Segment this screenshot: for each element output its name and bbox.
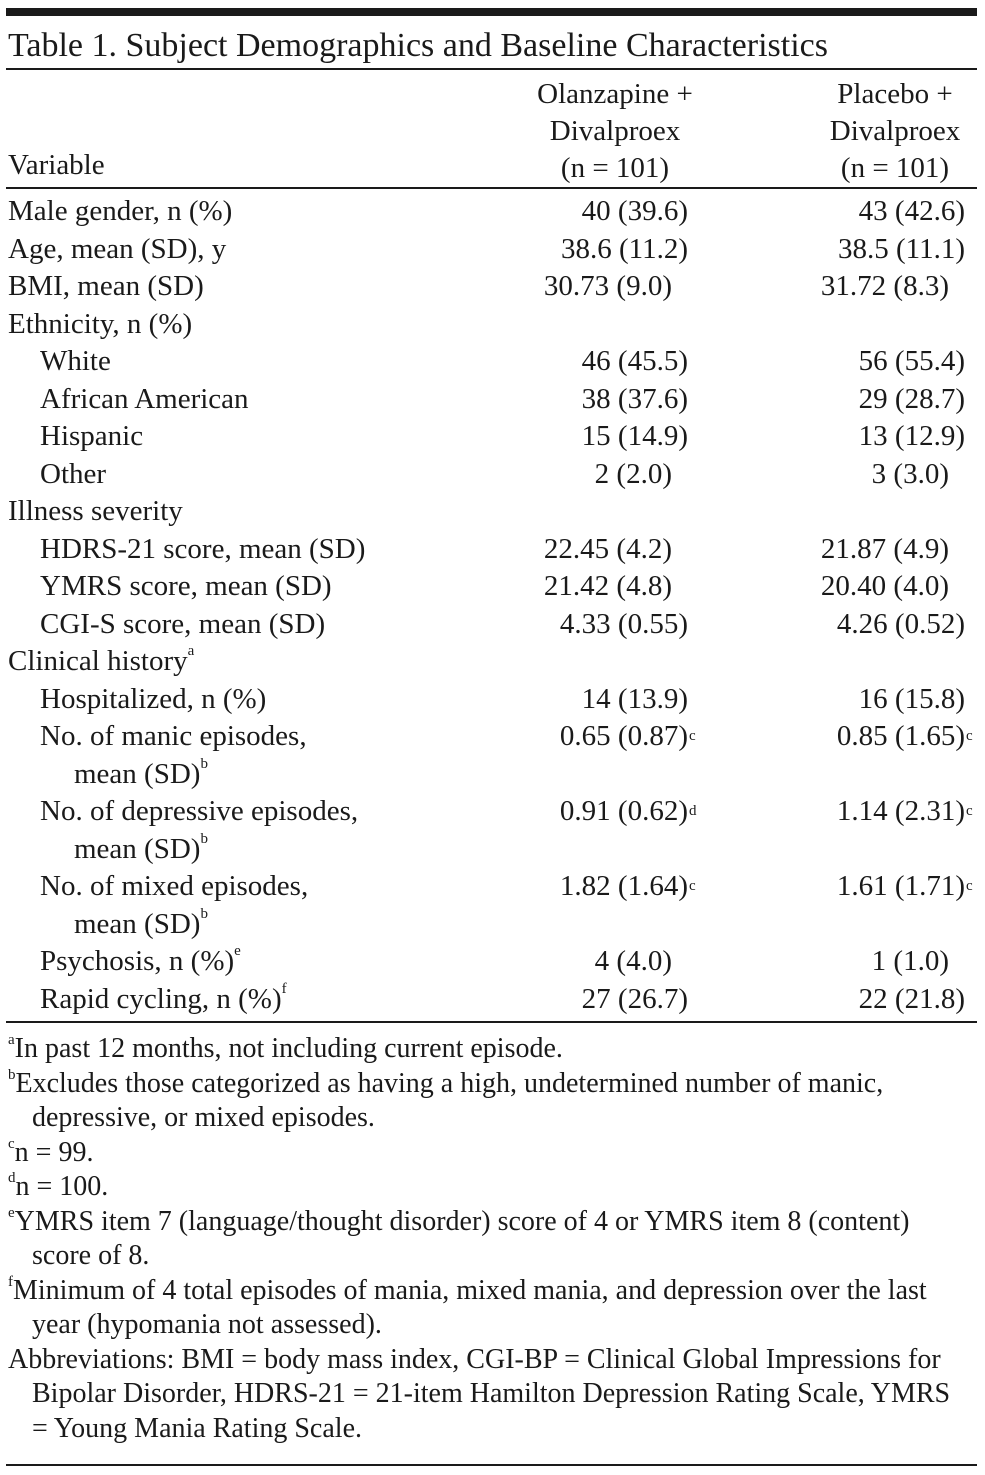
footnote-mark: e [234,943,241,959]
footnote [8,1067,965,1136]
footnote-text: Minimum of 4 total episodes of mania, mixed mania, and depression over the last year (hypomania not assessed). [13,1274,927,1340]
value-number: 3 (3.0) [871,457,949,490]
value-text [872,945,949,977]
value-number: 1.61 (1.71) [836,870,965,902]
footnote-mark: c [966,878,973,894]
table-title: Table 1. Subject Demographics and Baseline Characteristics [8,27,828,64]
value-text [559,720,696,752]
table-row [0,418,985,456]
placebo-value [821,268,965,306]
footnote-text: Excludes those categorized as having a high, undetermined number of manic, depressive, or mixed episodes. [15,1067,884,1133]
table-body [0,193,985,1018]
footnote [8,1205,965,1274]
placebo-value [836,718,973,756]
placebo-value [872,456,965,494]
row-label-text: No. of manic episodes, [40,720,307,752]
table-row [0,231,985,269]
value-number: 43 (42.6) [858,195,965,227]
header-line: Placebo + [837,78,953,110]
placebo-value [838,231,965,269]
value-text [582,195,688,227]
placebo-value [859,981,965,1019]
value-number: 13 (12.9) [858,420,965,452]
value-text [582,683,688,715]
value-number: 22 (21.8) [858,982,965,1015]
value-number: 38.6 (11.2) [561,232,688,265]
value-text [560,608,688,640]
value-number: 40 (39.6) [581,195,688,227]
placebo-value [859,193,965,231]
row-label [0,381,540,419]
footnote-mark: b [200,755,208,772]
row-label-text: Hospitalized, n (%) [40,682,267,715]
table-row [0,531,985,569]
value-number: 14 (13.9) [581,682,688,715]
table-row [0,493,985,531]
footnote [8,1274,965,1343]
value-text [561,233,688,265]
header-variable: Variable [8,149,105,181]
row-label [0,231,508,269]
header-line: Olanzapine + [537,78,693,110]
value-number: 16 (15.8) [858,682,965,715]
row-label-text: African American [40,382,249,415]
row-label [0,456,540,494]
value-text [836,720,973,752]
row-label-text: Hispanic [40,420,144,452]
table-header [0,76,985,186]
table-row [0,718,985,793]
placebo-value [836,793,973,831]
olanzapine-value [595,456,688,494]
value-number: 1.14 (2.31) [836,795,965,827]
value-text [595,458,672,490]
value-text [595,945,672,977]
top-rule [6,8,977,16]
value-number: 56 (55.4) [858,345,965,377]
placebo-value [821,568,965,606]
value-text [836,870,973,902]
value-number: 38.5 (11.1) [838,232,965,265]
value-text [559,795,697,827]
footnote-mark: c [966,728,973,744]
olanzapine-value [582,681,688,719]
footnote-mark: d [8,1170,16,1186]
olanzapine-value [582,381,688,419]
placebo-value [872,943,965,981]
value-text [859,383,965,415]
row-label-continuation [40,906,540,944]
value-number: 21.42 (4.8) [543,570,672,602]
value-number: 15 (14.9) [581,420,688,452]
table-row [0,943,985,981]
value-text [859,683,965,715]
value-number: 2 (2.0) [594,457,672,490]
footnote-mark: a [8,1032,15,1048]
olanzapine-value [582,343,688,381]
row-label [0,268,508,306]
table-row [0,268,985,306]
footnote [8,1170,965,1205]
footnote-mark: c [966,803,973,819]
value-text [821,570,949,602]
value-text [859,983,965,1015]
footnote-mark: b [200,905,208,922]
row-label-text: mean (SD) [74,907,201,940]
olanzapine-value [582,981,688,1019]
value-text [821,533,949,565]
header-rule [6,187,977,189]
table-row [0,568,985,606]
table-row [0,681,985,719]
value-text [544,533,672,565]
olanzapine-value [582,418,688,456]
value-number: 1.82 (1.64) [559,870,688,902]
row-label [0,943,540,981]
table-row [0,456,985,494]
value-text [872,458,949,490]
footnote-text: YMRS item 7 (language/thought disorder) score of 4 or YMRS item 8 (content) score of 8. [14,1205,910,1271]
row-label [0,418,540,456]
row-label [0,306,508,344]
olanzapine-value [561,231,688,269]
footnote-mark: c [689,728,696,744]
olanzapine-value [544,268,688,306]
row-label [0,343,540,381]
value-text [582,345,688,377]
value-number: 20.40 (4.0) [820,570,949,602]
footnote-mark: b [8,1066,16,1083]
value-number: 4.26 (0.52) [836,607,965,640]
value-number: 29 (28.7) [858,382,965,415]
value-text [859,195,965,227]
olanzapine-value [559,718,696,756]
olanzapine-value [560,606,688,644]
value-text [582,383,688,415]
row-label [0,681,540,719]
row-label [0,493,508,531]
footnote-mark: c [8,1135,15,1152]
olanzapine-value [595,943,688,981]
value-text [559,870,696,902]
placebo-value [859,681,965,719]
value-text [838,233,965,265]
row-label [0,643,508,681]
footnote-mark: f [281,980,287,997]
value-text [836,795,973,827]
table-row [0,981,985,1019]
olanzapine-value [559,793,697,831]
value-text [821,270,949,302]
row-label-text: Other [40,457,107,490]
placebo-value [859,381,965,419]
placebo-value [836,868,973,906]
value-number: 38 (37.6) [581,382,688,415]
value-number: 30.73 (9.0) [543,270,672,302]
table-bottom-rule [6,1021,977,1023]
title-rule [6,68,977,70]
row-label-text: White [40,345,111,377]
row-label-text: No. of depressive episodes, [40,795,359,827]
footnote-text: In past 12 months, not including current episode. [14,1033,563,1064]
placebo-value [837,606,965,644]
value-text [837,608,965,640]
value-text [544,270,672,302]
footnote [8,1032,965,1067]
row-label-text: Illness severity [8,495,183,527]
table-row [0,643,985,681]
footnote-mark: d [689,803,697,819]
row-label-text: CGI-S score, mean (SD) [40,607,326,640]
value-number: 4 (4.0) [594,945,672,977]
footnotes [8,1032,965,1446]
row-label-text: Rapid cycling, n (%) [40,982,282,1015]
row-label-text: HDRS-21 score, mean (SD) [40,532,366,565]
olanzapine-value [559,868,696,906]
footnote [8,1136,965,1171]
value-number: 46 (45.5) [581,345,688,377]
header-placebo [790,76,985,187]
value-number: 0.85 (1.65) [836,720,965,752]
value-text [582,420,688,452]
footnote-mark: a [187,643,195,659]
table-row [0,306,985,344]
row-label [0,868,540,943]
row-label [0,193,508,231]
footnote-mark: b [200,830,208,847]
header-line: Divalproex [829,115,961,147]
row-label-text: Clinical history [8,645,188,677]
footnote-mark: f [8,1273,13,1290]
row-label-continuation [40,831,540,869]
value-number: 0.91 (0.62) [559,795,688,827]
footnote-mark: e [8,1204,15,1221]
value-text [859,420,965,452]
value-number: 21.87 (4.9) [820,532,949,565]
footnote-text: n = 100. [15,1171,109,1202]
table-row [0,868,985,943]
value-number: 0.65 (0.87) [559,720,688,752]
table-row [0,193,985,231]
placebo-value [821,531,965,569]
table-row [0,606,985,644]
row-label-text: Ethnicity, n (%) [8,307,193,340]
table-row [0,381,985,419]
placebo-value [859,418,965,456]
value-text [582,983,688,1015]
value-number: 22.45 (4.2) [543,532,672,565]
row-label-text: YMRS score, mean (SD) [40,570,332,602]
olanzapine-value [582,193,688,231]
row-label-continuation [40,756,540,794]
row-label-text: Age, mean (SD), y [8,232,227,265]
row-label-text: mean (SD) [74,757,201,790]
row-label [0,981,540,1019]
row-label-text: Psychosis, n (%) [40,945,235,977]
olanzapine-value [544,568,688,606]
row-label-text: Male gender, n (%) [8,195,233,227]
header-olanzapine [505,76,725,187]
value-text [859,345,965,377]
olanzapine-value [544,531,688,569]
header-line: (n = 101) [840,152,950,184]
value-number: 31.72 (8.3) [820,270,949,302]
row-label [0,531,540,569]
row-label-text: mean (SD) [74,832,201,865]
table-row [0,343,985,381]
footnote-text: n = 99. [14,1136,94,1168]
placebo-value [859,343,965,381]
table-row [0,793,985,868]
footnote-mark: c [689,878,696,894]
value-number: 1 (1.0) [871,945,949,977]
abbreviations-note: Abbreviations: BMI = body mass index, CGI-BP = Clinical Global Impressions for Bipolar Disorder, HDRS-21 = 21-item Hamilton Depression Rating Scale, YMRS = Young Mania Rating Scale. [8,1343,951,1444]
row-label [0,568,540,606]
value-text [544,570,672,602]
header-line: Divalproex [549,115,681,147]
bottom-rule [6,1464,977,1466]
row-label [0,606,540,644]
row-label [0,793,540,868]
row-label [0,718,540,793]
row-label-text: BMI, mean (SD) [8,270,204,302]
value-number: 27 (26.7) [581,982,688,1015]
value-number: 4.33 (0.55) [559,607,688,640]
header-line: (n = 101) [560,152,670,184]
row-label-text: No. of mixed episodes, [40,870,309,902]
